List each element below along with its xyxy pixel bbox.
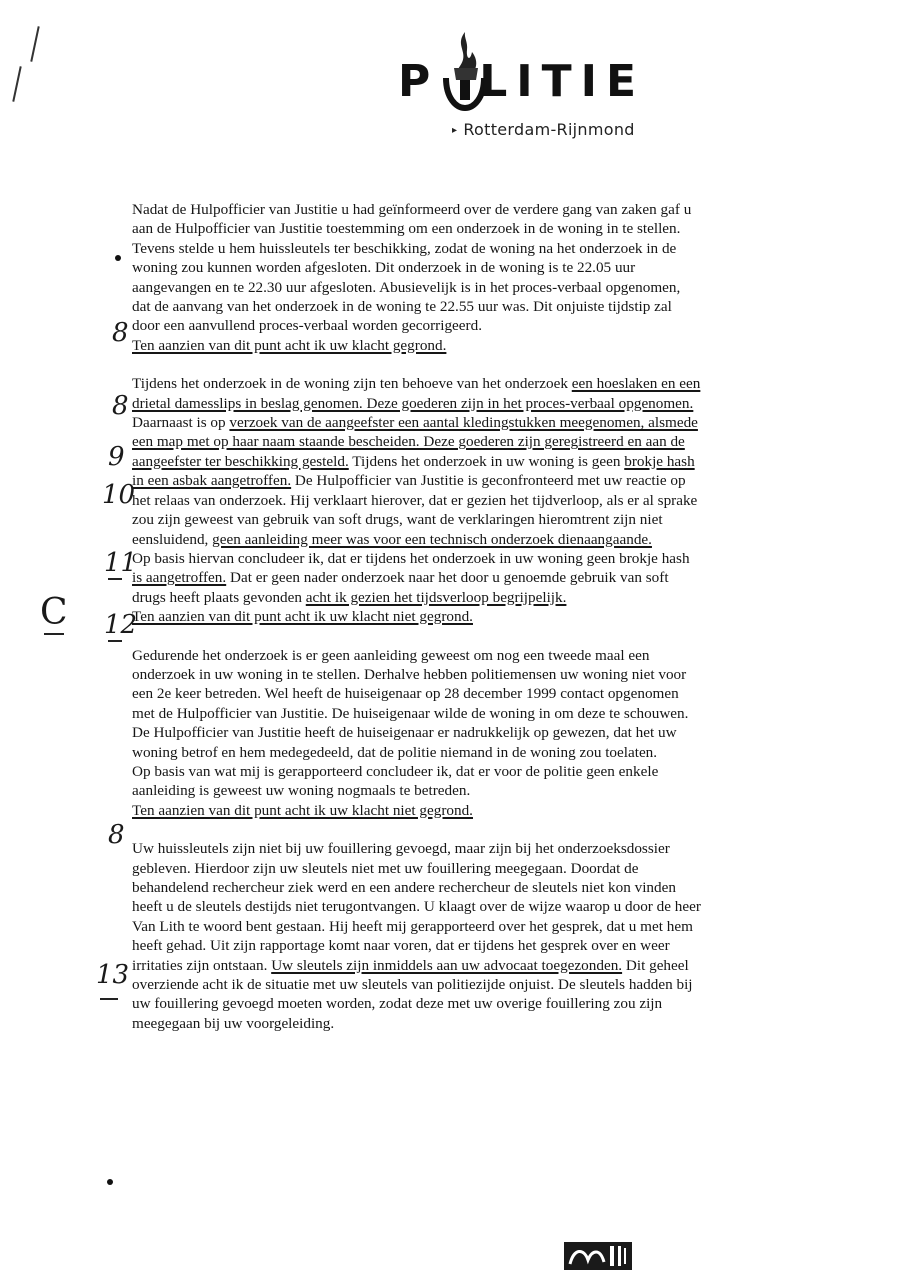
margin-dash xyxy=(108,578,122,580)
paragraph-keys-search xyxy=(132,200,792,355)
conclusion-line: Ten aanzien van dit punt acht ik uw klacht gegrond. xyxy=(132,336,447,354)
margin-dash xyxy=(44,633,64,635)
text-line: in een asbak aangetroffen. De Hulpofficier van Justitie is geconfronteerd met uw reactie op xyxy=(132,472,686,490)
text-line: aangeefster ter beschikking gesteld. Tijdens het onderzoek in uw woning is geen brokje hash xyxy=(132,452,695,470)
text-line: met de Hulpofficier van Justitie. De huiseigenaar wilde de woning in om deze te schouwen. xyxy=(132,704,689,722)
text-line: heeft u de sleutels destijds niet terugontvangen. U klaagt over de wijze waarop u door de heer xyxy=(132,898,701,916)
paragraph-seized-goods xyxy=(132,374,792,626)
text-line: dat de aanvang van het onderzoek in de woning te 22.55 uur was. Dit onjuiste tijdstip zal xyxy=(132,298,672,316)
text-line: eensluidend, geen aanleiding meer was voor een technisch onderzoek dienaangaande. xyxy=(132,530,652,548)
text-line: meegegaan bij uw voorgeleiding. xyxy=(132,1014,335,1032)
text-line: overziende acht ik de situatie met uw sleutels van politiezijde onjuist. De sleutels hadden bij xyxy=(132,976,693,994)
margin-pen-stroke xyxy=(12,66,21,102)
region-name xyxy=(452,120,635,139)
text-line: drietal damesslips in beslag genomen. Deze goederen zijn in het proces-verbaal opgenomen. xyxy=(132,394,694,412)
text-line: door een aanvullend proces-verbaal worden gecorrigeerd. xyxy=(132,317,482,335)
text-line: zou zijn geweest van gebruik van soft drugs, want de verklaringen hieromtrent zijn niet xyxy=(132,511,663,529)
text-line: drugs heeft plaats gevonden acht ik gezien het tijdsverloop begrijpelijk. xyxy=(132,588,567,606)
region-label: Rotterdam-Rijnmond xyxy=(463,120,635,139)
stamp-mark-icon xyxy=(562,1238,634,1272)
text-line: behandelend rechercheur ziek werd en een andere rechercheur de sleutels niet kon vinden xyxy=(132,879,676,896)
margin-pen-stroke xyxy=(30,26,39,62)
text-line: Op basis van wat mij is gerapporteerd concludeer ik, dat er voor de politie geen enkele xyxy=(132,762,659,780)
text-line: aan de Hulpofficier van Justitie toestemming om een onderzoek in de woning in te stellen. xyxy=(132,220,681,238)
margin-note-13: 13 xyxy=(96,960,130,990)
margin-note-8: 8 xyxy=(112,391,129,421)
letter-body xyxy=(132,200,792,1052)
margin-note-8: 8 xyxy=(108,820,125,850)
text-line: Tevens stelde u hem huissleutels ter beschikking, zodat de woning na het onderzoek in de xyxy=(132,239,677,257)
margin-dash xyxy=(100,998,118,1000)
brand-right: LITIE xyxy=(479,56,646,107)
text-line: een 2e keer betreden. Wel heeft de huiseigenaar op 28 december 1999 contact opgenomen xyxy=(132,685,679,703)
brand-wordmark xyxy=(398,56,645,107)
text-line: Uw huissleutels zijn niet bij uw fouillering gevoegd, maar zijn bij het onderzoeksdossier xyxy=(132,840,670,858)
text-line: Gedurende het onderzoek is er geen aanleiding geweest om nog een tweede maal een xyxy=(132,646,650,664)
text-line: Daarnaast is op verzoek van de aangeefster een aantal kledingstukken meegenomen, alsmede xyxy=(132,414,698,432)
text-line: woning zou kunnen worden afgesloten. Dit onderzoek in de woning is te 22.05 uur xyxy=(132,259,636,277)
margin-note-9: 9 xyxy=(108,442,125,472)
text-line: gebleven. Hierdoor zijn uw sleutels niet met uw fouillering meegegaan. Doordat de xyxy=(132,859,639,877)
text-line: is aangetroffen. Dat er geen nader onderzoek naar het door u genoemde gebruik van soft xyxy=(132,569,669,587)
text-line: aanleiding is geweest uw woning nogmaals te betreden. xyxy=(132,782,471,800)
margin-dot xyxy=(115,255,121,261)
text-line: heeft gehad. Uit zijn rapportage komt naar voren, dat er tijdens het gesprek over en weer xyxy=(132,937,670,955)
margin-dash xyxy=(108,640,122,642)
text-line: onderzoek in uw woning in te stellen. Derhalve hebben politiemensen uw woning niet voor xyxy=(132,665,687,683)
politie-logo xyxy=(398,28,658,118)
paragraph-second-entry xyxy=(132,646,792,821)
brand-left: P xyxy=(398,56,440,107)
conclusion-line: Ten aanzien van dit punt acht ik uw klacht niet gegrond. xyxy=(132,608,473,626)
text-line: een map met op haar naam staande bescheiden. Deze goederen zijn geregistreerd en aan de xyxy=(132,433,685,451)
paragraph-house-keys xyxy=(132,839,792,1033)
text-line: Nadat de Hulpofficier van Justitie u had geïnformeerd over de verdere gang van zaken gaf u xyxy=(132,201,692,218)
text-line: aangevangen en te 22.30 uur afgesloten. Abusievelijk is in het proces-verbaal opgenomen, xyxy=(132,278,681,296)
text-line: irritaties zijn ontstaan. Uw sleutels zijn inmiddels aan uw advocaat toegezonden. Dit geheel xyxy=(132,956,689,974)
text-line: uw fouillering gevoegd moeten worden, zodat deze met uw overige fouillering zou zijn xyxy=(132,995,663,1013)
triangle-bullet-icon: ▸ xyxy=(452,125,458,136)
text-line: De Hulpofficier van Justitie heeft de huiseigenaar er nadrukkelijk op gewezen, dat het uw xyxy=(132,724,677,742)
text-line: Van Lith te woord bent gestaan. Hij heeft mij gerapporteerd over het gesprek, dat u met hem xyxy=(132,917,693,935)
margin-note-11: 11 xyxy=(104,548,138,578)
text-line: Tijdens het onderzoek in de woning zijn ten behoeve van het onderzoek een hoeslaken en een xyxy=(132,375,701,393)
margin-note-12: 12 xyxy=(104,610,138,640)
text-line: Op basis hiervan concludeer ik, dat er tijdens het onderzoek in uw woning geen brokje hash xyxy=(132,549,690,567)
margin-dot xyxy=(107,1179,113,1185)
text-line: het relaas van onderzoek. Hij verklaart hierover, dat er gezien het tijdverloop, als er al sprake xyxy=(132,491,698,509)
margin-note-10: 10 xyxy=(102,480,136,510)
margin-note-8: 8 xyxy=(112,318,129,348)
margin-note-c: C xyxy=(40,592,68,633)
conclusion-line: Ten aanzien van dit punt acht ik uw klacht niet gegrond. xyxy=(132,801,473,819)
text-line: woning betrof en hem medegedeeld, dat de politie niemand in de woning zou toelaten. xyxy=(132,743,658,761)
